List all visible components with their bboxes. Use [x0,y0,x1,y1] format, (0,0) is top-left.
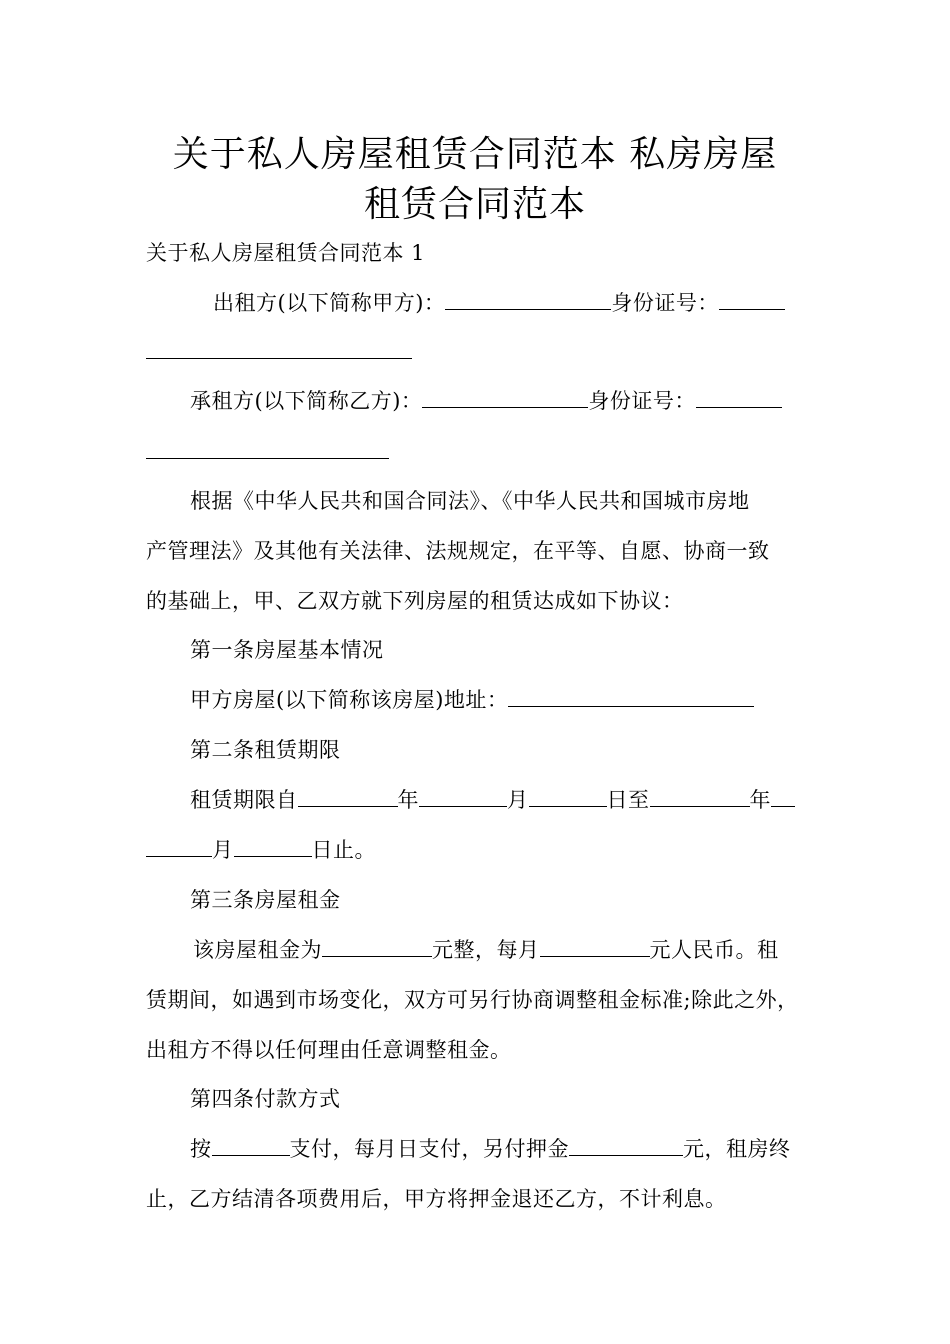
monthly-rent-blank [540,936,650,957]
lessee-id-blank-continued [146,458,389,459]
document-title-line-1: 关于私人房屋租赁合同范本 私房房屋 [172,134,778,175]
rent-mid: 元整，每月 [432,938,540,962]
address-label: 甲方房屋(以下简称该房屋)地址： [190,688,509,712]
end-month-label: 月 [212,838,234,862]
article-4-payment-line [190,1135,791,1163]
total-rent-blank [322,936,432,957]
lessee-name-blank [422,387,588,408]
article-3-line-2: 赁期间，如遇到市场变化，双方可另行协商调整租金标准;除此之外， [146,988,799,1012]
article-2-term-line-2 [146,836,376,864]
start-year-blank [298,786,398,807]
lessee-id-blank [696,387,782,408]
lessor-line [213,289,785,317]
start-year-label: 年 [397,788,419,812]
article-4-line-2: 止，乙方结清各项费用后，甲方将押金退还乙方，不计利息。 [146,1187,727,1211]
lessee-id-label: 身份证号： [588,389,696,413]
lessee-label: 承租方(以下简称乙方)： [190,389,423,413]
day-end-label: 日止。 [311,838,376,862]
document-subtitle: 关于私人房屋租赁合同范本 1 [146,241,426,265]
article-1-heading: 第一条房屋基本情况 [190,638,384,662]
term-prefix: 租赁期限自 [190,788,298,812]
article-3-heading: 第三条房屋租金 [190,888,341,912]
article-4-heading: 第四条付款方式 [190,1087,341,1111]
payment-mid: 支付，每月日支付，另付押金 [289,1137,569,1161]
address-blank [508,686,754,707]
article-2-term-line [190,786,795,814]
document-title-line-2: 租赁合同范本 [363,184,586,225]
article-3-line-3: 出租方不得以任何理由任意调整租金。 [146,1038,512,1062]
lessee-line [190,387,782,415]
payment-suffix: 元，租房终 [683,1137,791,1161]
end-day-blank [234,836,312,857]
start-month-label: 月 [507,788,529,812]
payment-prefix: 按 [190,1137,212,1161]
article-1-address-line [190,686,754,714]
lessor-id-blank-continued [146,358,412,359]
rent-prefix: 该房屋租金为 [193,938,322,962]
lessor-id-label: 身份证号： [611,291,719,315]
end-month-blank [146,836,212,857]
end-year-blank [650,786,750,807]
start-day-blank [529,786,607,807]
day-to-label: 日至 [606,788,650,812]
article-3-rent-line [193,936,779,964]
rent-suffix: 元人民币。租 [649,938,779,962]
start-month-blank [419,786,507,807]
lessor-label: 出租方(以下简称甲方)： [213,291,446,315]
article-2-heading: 第二条租赁期限 [190,738,341,762]
end-year-label: 年 [749,788,771,812]
preamble-line-3: 的基础上，甲、乙双方就下列房屋的租赁达成如下协议： [146,589,684,613]
lessor-id-blank [719,289,785,310]
deposit-blank [569,1135,683,1156]
payment-method-blank [212,1135,290,1156]
end-month-blank-start [771,786,795,807]
lessor-name-blank [445,289,611,310]
preamble-line-2: 产管理法》及其他有关法律、法规规定，在平等、自愿、协商一致 [146,539,770,563]
preamble-line-1: 根据《中华人民共和国合同法》、《中华人民共和国城市房地 [190,489,750,513]
